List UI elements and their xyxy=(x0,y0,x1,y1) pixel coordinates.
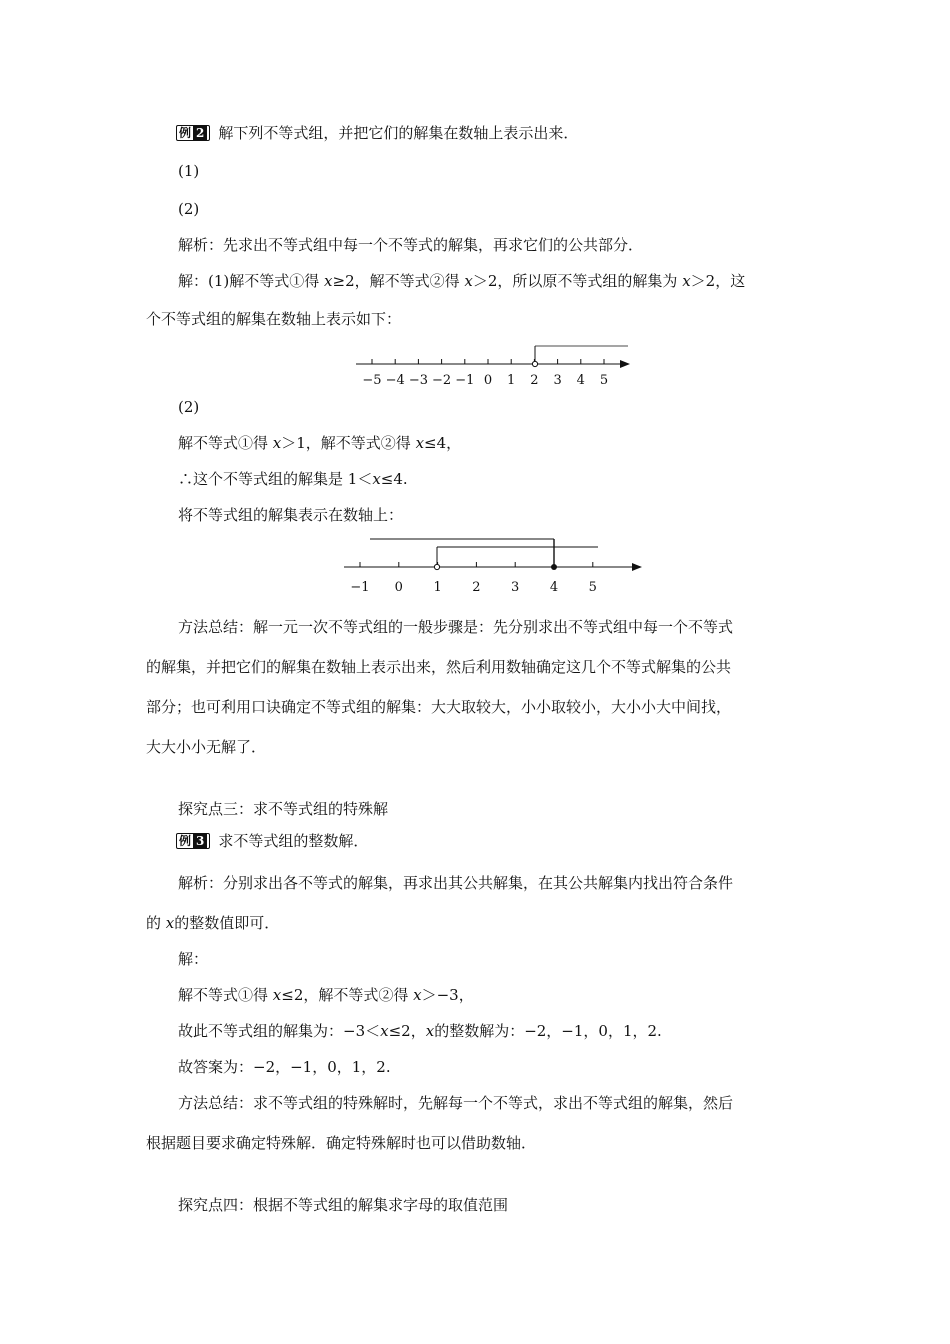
text-run: 解不等式①得 xyxy=(178,986,273,1004)
text-run: 的整数值即可． xyxy=(174,914,280,932)
method-summary-2-line-1: 方法总结：求不等式组的特殊解时，先解每一个不等式，求出不等式组的解集，然后 xyxy=(178,1094,734,1112)
method-summary-line-2: 的解集，并把它们的解集在数轴上表示出来，然后利用数轴确定这几个不等式解集的公共 xyxy=(146,658,732,676)
closed-point-4 xyxy=(551,564,557,570)
text-run: ∴这个不等式组的解集是 1＜ xyxy=(178,470,373,488)
axis-tick-label: −5 xyxy=(362,373,382,388)
text-run: ≥2，解不等式②得 xyxy=(332,272,465,290)
text-run: ＞2，所以原不等式组的解集为 xyxy=(472,272,683,290)
axis-ticks xyxy=(362,359,608,388)
text-run: 故此不等式组的解集为：−3＜ xyxy=(178,1022,381,1040)
axis-tick-label: 5 xyxy=(599,373,609,388)
axis-arrow xyxy=(620,360,630,368)
solution-set-line xyxy=(178,1020,662,1042)
axis-tick-label: 3 xyxy=(511,580,520,595)
text-run: ＞−3， xyxy=(421,986,474,1004)
number-line-2 xyxy=(340,534,650,600)
solution-2-line-1 xyxy=(178,432,461,454)
variable-x: x xyxy=(165,914,175,932)
sub-question-1: (1) xyxy=(178,162,200,180)
text-run: 的 xyxy=(146,914,166,932)
variable-x: x xyxy=(464,272,473,290)
text-run: ≤4. xyxy=(380,470,408,488)
text-run: ≤4， xyxy=(424,434,462,452)
axis-tick-label: 1 xyxy=(507,373,516,388)
axis-tick-label: −2 xyxy=(432,373,452,388)
example-badge-label: 例 xyxy=(179,834,192,848)
axis-tick-label: 5 xyxy=(588,580,597,595)
text-run: ≤2， xyxy=(388,1022,426,1040)
variable-x: x xyxy=(372,470,381,488)
axis-tick-label: 3 xyxy=(553,373,562,388)
example-title-text: 解下列不等式组，并把它们的解集在数轴上表示出来． xyxy=(218,124,579,142)
axis-tick-label: 4 xyxy=(576,373,585,388)
method-summary-line-4: 大大小小无解了． xyxy=(146,738,267,756)
variable-x: x xyxy=(425,1022,435,1040)
solution-1-line-1 xyxy=(178,270,745,292)
variable-x: x xyxy=(272,434,282,452)
answer-line: 故答案为：−2，−1，0，1，2. xyxy=(178,1058,391,1076)
text-run: ≤2，解不等式②得 xyxy=(281,986,414,1004)
open-point-1 xyxy=(434,564,439,569)
open-point-2 xyxy=(532,361,537,366)
variable-x: x xyxy=(682,272,691,290)
solution-2-axis-intro: 将不等式组的解集表示在数轴上： xyxy=(178,506,404,524)
text-run: 解：(1)解不等式①得 xyxy=(178,272,325,290)
example-badge-label: 例 xyxy=(179,126,192,140)
axis-tick-label: 1 xyxy=(433,580,442,595)
number-line-1 xyxy=(350,340,640,392)
axis-tick-label: 0 xyxy=(394,580,403,595)
axis-tick-label: −1 xyxy=(350,580,370,595)
example-badge-number: 2 xyxy=(193,126,207,140)
solution-line-1 xyxy=(178,984,474,1006)
analysis-line-2 xyxy=(146,912,279,934)
axis-tick-label: 2 xyxy=(472,580,481,595)
text-run: ＞2，这 xyxy=(690,272,746,290)
example-badge-number: 3 xyxy=(193,834,207,848)
solution-1-line-2: 个不等式组的解集在数轴上表示如下： xyxy=(146,310,402,328)
solution-head: 解： xyxy=(178,950,209,968)
variable-x: x xyxy=(413,986,422,1004)
axis-tick-label: 0 xyxy=(483,373,493,388)
analysis-text: 解析：先求出不等式组中每一个不等式的解集，再求它们的公共部分． xyxy=(178,236,644,254)
method-summary-line-1: 方法总结：解一元一次不等式组的一般步骤是：先分别求出不等式组中每一个不等式 xyxy=(178,618,734,636)
example-title-text: 求不等式组的整数解． xyxy=(218,832,369,850)
variable-x: x xyxy=(272,986,282,1004)
solution-2-set xyxy=(178,468,408,490)
axis-arrow xyxy=(632,563,642,571)
axis-tick-label: 2 xyxy=(530,373,539,388)
sub-question-2: (2) xyxy=(178,200,200,218)
section-heading-point-4: 探究点四：根据不等式组的解集求字母的取值范围 xyxy=(178,1196,509,1214)
method-summary-line-3: 部分；也可利用口诀确定不等式组的解集：大大取较大，小小取较小，大小小大中间找， xyxy=(146,698,732,716)
analysis-line-1: 解析：分别求出各不等式的解集，再求出其公共解集，在其公共解集内找出符合条件 xyxy=(178,874,734,892)
example-badge xyxy=(176,833,210,849)
variable-x: x xyxy=(415,434,425,452)
example-badge xyxy=(176,125,210,141)
text-run: 的整数解为：−2，−1，0，1，2. xyxy=(434,1022,662,1040)
axis-tick-label: 4 xyxy=(549,580,559,595)
method-summary-2-line-2: 根据题目要求确定特殊解．确定特殊解时也可以借助数轴． xyxy=(146,1134,537,1152)
text-run: ＞1，解不等式②得 xyxy=(281,434,416,452)
axis-tick-label: −4 xyxy=(385,373,405,388)
axis-tick-label: −1 xyxy=(455,373,475,388)
example-2-title xyxy=(176,122,578,144)
example-3-title xyxy=(176,830,368,852)
variable-x: x xyxy=(380,1022,389,1040)
section-heading-point-3: 探究点三：求不等式组的特殊解 xyxy=(178,800,389,818)
part-2-label: (2) xyxy=(178,398,200,416)
text-run: 解不等式①得 xyxy=(178,434,273,452)
axis-tick-label: −3 xyxy=(408,373,428,388)
variable-x: x xyxy=(324,272,333,290)
